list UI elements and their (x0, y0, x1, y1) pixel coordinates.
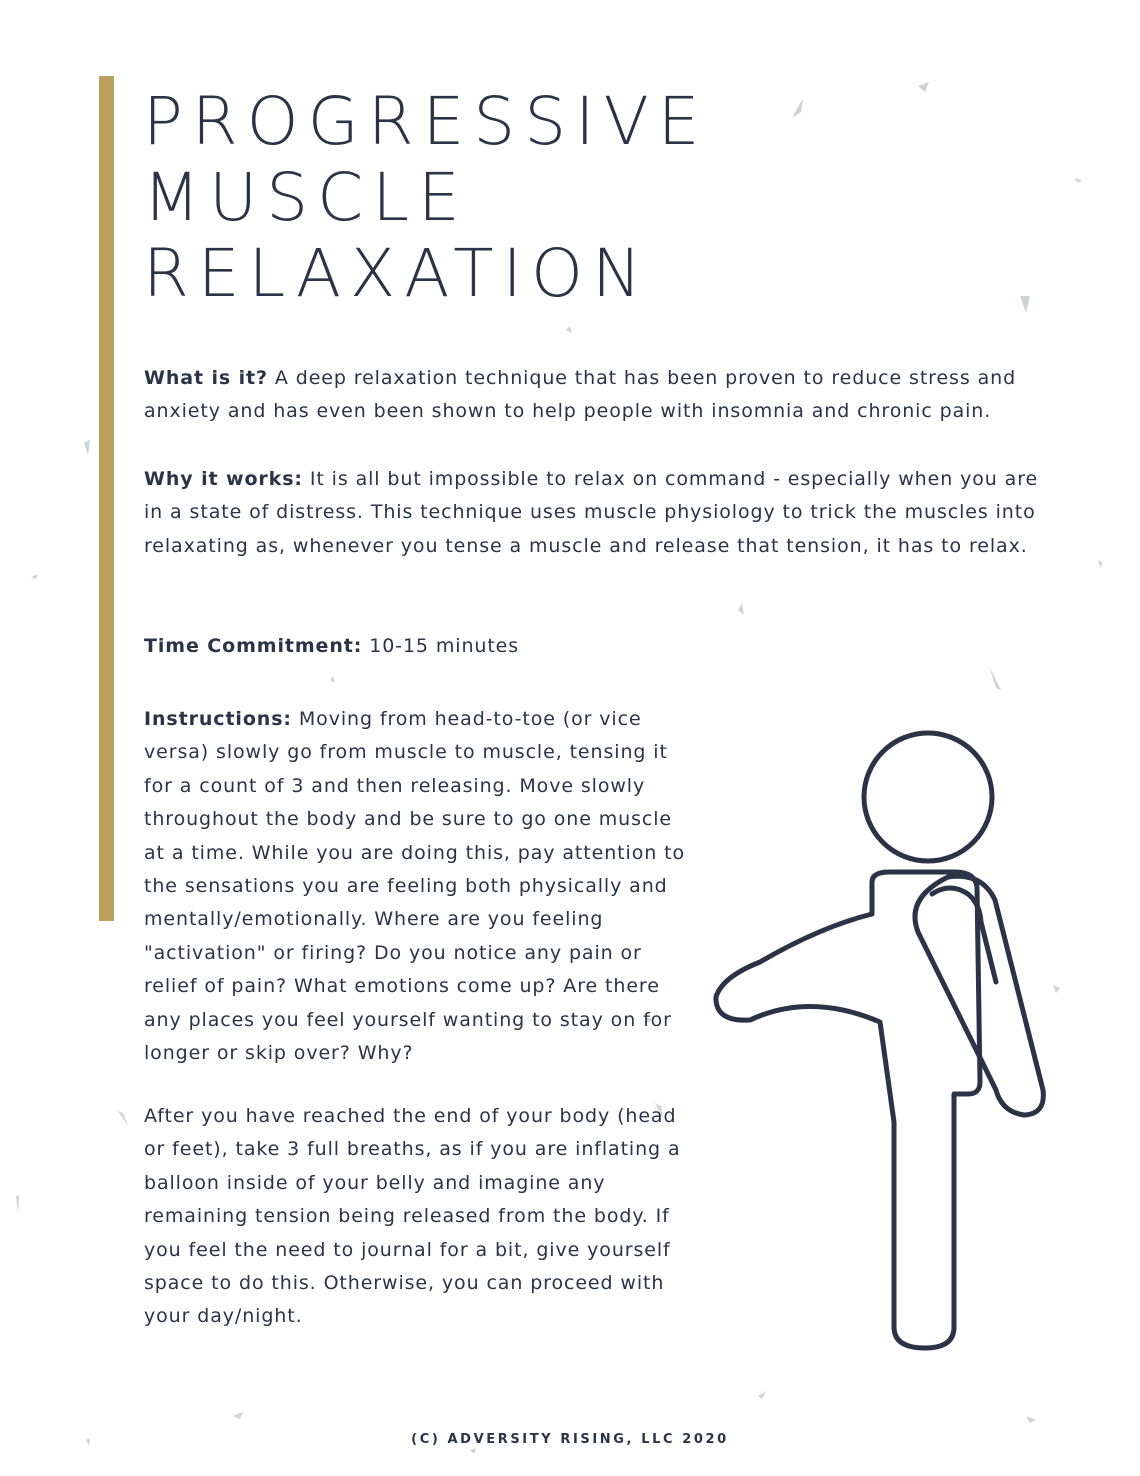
time-label: Time Commitment: (144, 635, 363, 657)
person-stretching-icon (700, 722, 1060, 1362)
what-label: What is it? (144, 367, 268, 389)
instructions-label: Instructions: (144, 708, 292, 730)
what-body: A deep relaxation technique that has been proven to reduce stress and anxiety and has even been shown to help people with insomnia and chronic pain. (144, 367, 1017, 423)
section-instructions (144, 703, 689, 1070)
title-line-3: RELAXATION (143, 235, 651, 312)
section-why-it-works (144, 463, 1044, 563)
title-line-1: PROGRESSIVE (143, 83, 709, 160)
why-body: It is all but impossible to relax on command - especially when you are in a state of distress. This technique uses muscle physiology to trick the muscles into relaxating as, whenever you tense a muscle and release that tension, it has to relax. (144, 468, 1039, 557)
copyright-footer: (C) ADVERSITY RISING, LLC 2020 (411, 1432, 729, 1447)
after-body: After you have reached the end of your body (head or feet), take 3 full breaths, as if you are inflating a balloon inside of your belly and imagine any remaining tension being released from the body. If you feel the need to journal for a bit, give yourself space to do this. Otherwise, you can proceed with your day/night. (144, 1105, 681, 1328)
time-body: 10-15 minutes (362, 635, 520, 657)
section-time-commitment (144, 630, 844, 663)
accent-bar (99, 76, 114, 921)
why-label: Why it works: (144, 468, 303, 490)
instructions-body: Moving from head-to-toe (or vice versa) slowly go from muscle to muscle, tensing it for a count of 3 and then releasing. Move slowly throughout the body and be sure to go one muscle at a time. While you are doing this, pay attention to the sensations you are feeling both physically and mentally/emotionally. Where are you feeling "activation" or firing? Do you notice any pain or relief of pain? What emotions come up? Are there any places you feel yourself wanting to stay on for longer or skip over? Why? (144, 708, 685, 1065)
section-what-is-it (144, 362, 1059, 429)
page-title (143, 84, 708, 312)
title-line-2: MUSCLE (143, 159, 469, 236)
section-after (144, 1100, 684, 1334)
